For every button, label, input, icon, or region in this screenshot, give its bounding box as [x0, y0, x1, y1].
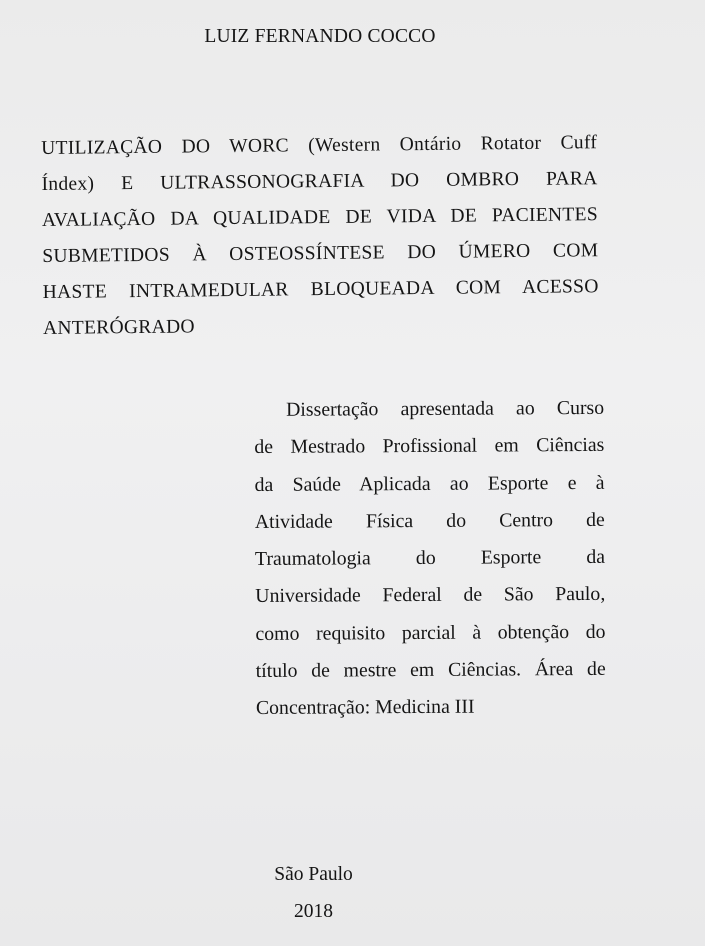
city: São Paulo [274, 864, 353, 885]
year: 2018 [294, 901, 333, 922]
title-line: Índex) E ULTRASSONOGRAFIA DO OMBRO PARA [41, 168, 598, 195]
title-line: HASTE INTRAMEDULAR BLOQUEADA COM ACESSO [42, 276, 599, 303]
dissertation-line: Universidade Federal de São Paulo, [255, 583, 606, 608]
dissertation-line: de Mestrado Profissional em Ciências [254, 434, 605, 459]
dissertation-line: como requisito parcial à obtenção do [255, 620, 606, 645]
dissertation-line: Concentração: Medicina III [255, 696, 475, 720]
dissertation-line: da Saúde Aplicada ao Esporte e à [254, 471, 605, 496]
title-line: AVALIAÇÃO DA QUALIDADE DE VIDA DE PACIENTES [41, 204, 599, 231]
title-line: SUBMETIDOS À OSTEOSSÍNTESE DO ÚMERO COM [42, 240, 599, 267]
dissertation-line: Atividade Física do Centro de [254, 508, 605, 533]
title-line: UTILIZAÇÃO DO WORC (Western Ontário Rotator Cuff [41, 132, 598, 159]
dissertation-line: Traumatologia do Esporte da [254, 546, 606, 571]
author-name: LUIZ FERNANDO COCCO [204, 26, 436, 47]
dissertation-statement [254, 390, 606, 728]
thesis-title [41, 125, 599, 347]
dissertation-line: Dissertação apresentada ao Curso [286, 396, 605, 421]
dissertation-line: título de mestre em Ciências. Área de [255, 657, 606, 683]
title-line: ANTERÓGRADO [42, 316, 195, 339]
